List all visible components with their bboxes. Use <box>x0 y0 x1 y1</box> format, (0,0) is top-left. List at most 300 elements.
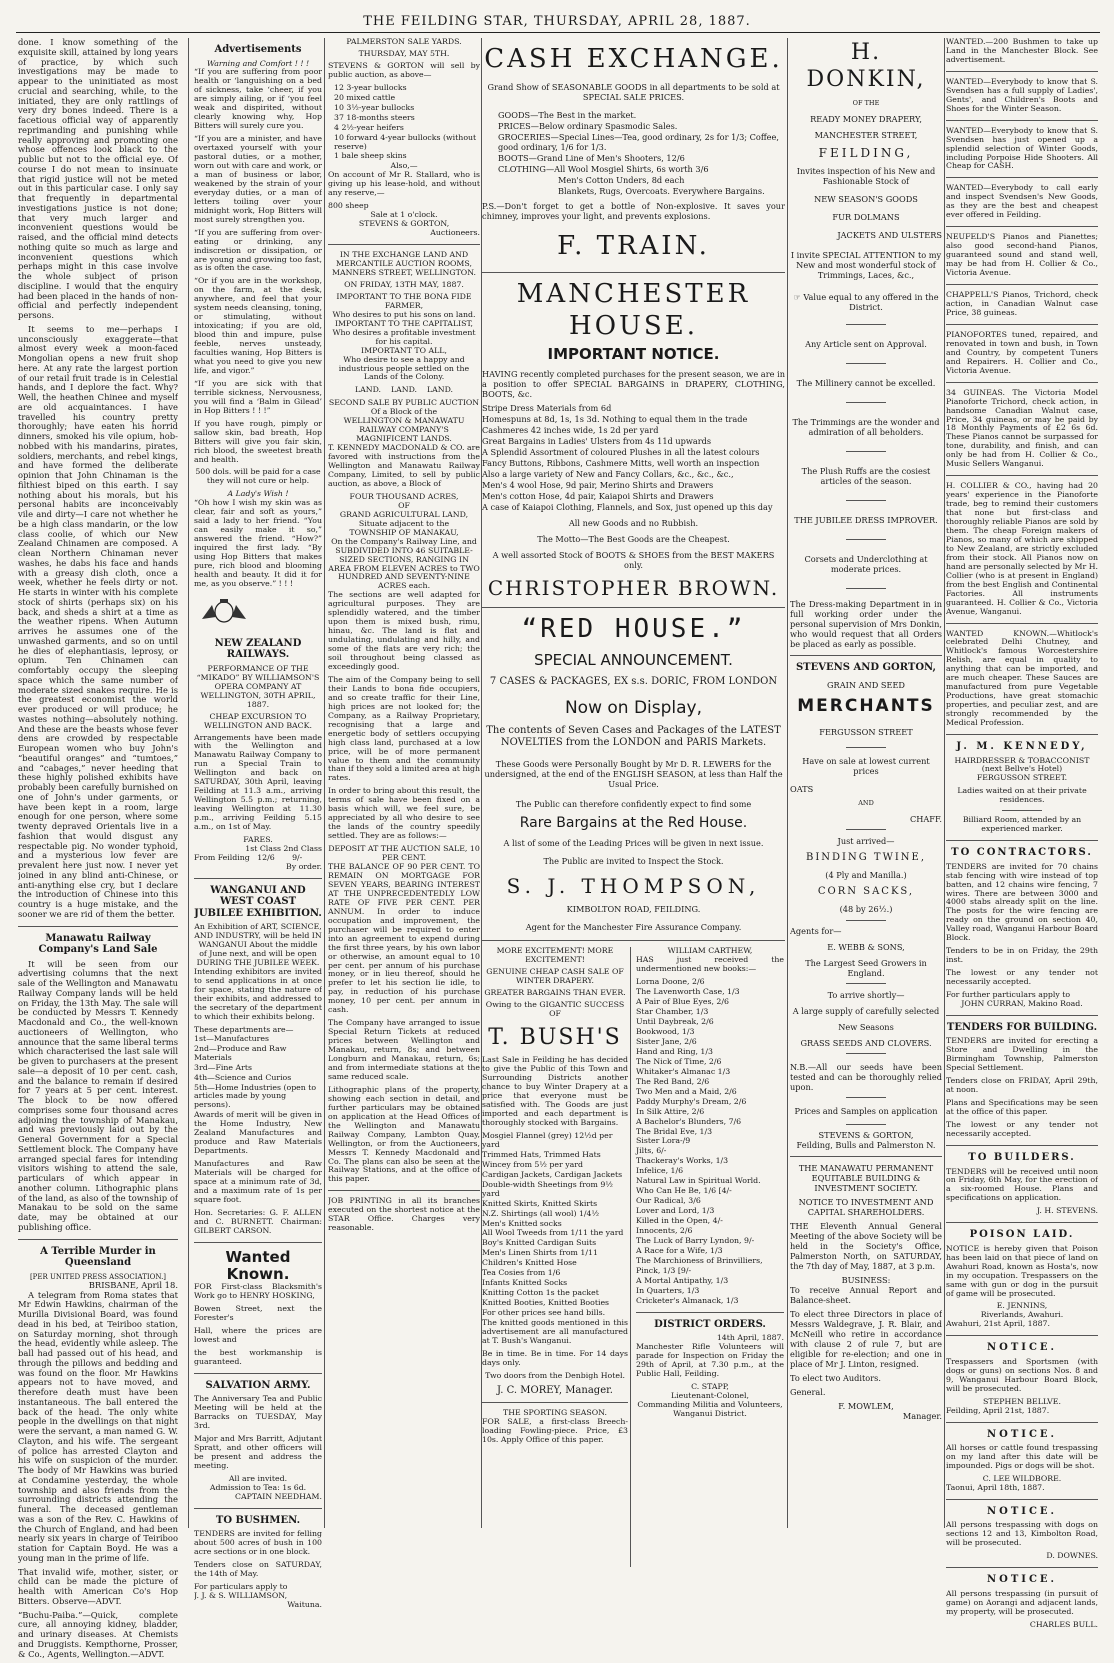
list-item: Boy's Knitted Cardigan Suits <box>482 1238 597 1248</box>
list-item: The Red Band, 2/6 <box>636 1076 710 1086</box>
advert-text: A large supply of carefully selected <box>792 1006 940 1017</box>
list-item: Men's cotton Hose, 4d pair, Kaiapoi Shirts and Drawers <box>482 491 714 502</box>
list-item: All Wool Tweeds from 1/11 the yard <box>482 1228 624 1238</box>
advert-text: KIMBOLTON ROAD, FEILDING. <box>566 904 701 915</box>
signature: CAPTAIN NEEDHAM. <box>235 1491 322 1501</box>
list-item: The Bridal Eve, 1/3 <box>636 1126 713 1136</box>
advert-text: Manufactures and Raw Materials will be charged for space at a minimum rate of 3d, and a maximum rate of 1s per square foot. <box>194 1159 322 1204</box>
list-item: A Pair of Blue Eyes, 2/6 <box>636 997 729 1007</box>
advert-text: FOR First-class Blacksmith's Work go to HENRY HOSKING, <box>194 1282 322 1301</box>
advert-text: I invite SPECIAL ATTENTION to my New and most wonderful stock of Trimmings, Laces, &c., <box>790 250 942 281</box>
list-item: 37 18-months steers <box>334 112 415 122</box>
advert-text: Be in time. Be in time. For 14 days days only. <box>482 1348 628 1367</box>
signature-place: Waituna. <box>287 1600 322 1610</box>
advert-text: Value equal to any offered in the District. <box>803 292 939 313</box>
advert-text: TENDERS are invited for felling about 500 acres of bush in 100 acre sections or in one block. <box>194 1529 322 1557</box>
advert-subheading: IMPORTANT TO THE CAPITALIST, <box>334 318 474 328</box>
advert-text: Two doors from the Denbigh Hotel. <box>485 1370 625 1380</box>
list-item: Mosgiel Flannel (grey) 12½d per yard <box>482 1130 613 1149</box>
advert-subheading: CORN SACKS, <box>817 886 915 898</box>
signature-place: Feilding, Bulls and Palmerston N. <box>796 1140 936 1151</box>
signature: C. STAPP, <box>691 1381 729 1391</box>
advert-title: MANCHESTER HOUSE. <box>516 279 751 342</box>
advert-subheading: WELLINGTON & MANAWATU RAILWAY COMPANY'S MAGNIFICENT LANDS. <box>343 416 465 444</box>
advert-text: The aim of the Company being to sell their Lands to bona fide occupiers, and so create traffic for their Line, high prices are not looked for; the Company, as a Railway Proprietary, recognising that a large and energetic body of settlers occupying high class land, purchased at a low price, will be of more permanent value to them and the community than if they sold a limited area at high rates. <box>328 674 480 783</box>
advert-text: Any Article sent on Approval. <box>805 339 927 350</box>
advert-text: On the Company's Railway Line, and <box>331 536 477 546</box>
advert-text: DEPOSIT AT THE AUCTION SALE, 10 PER CENT. <box>328 844 480 863</box>
list-item: Lorna Doone, 2/6 <box>636 977 705 987</box>
list-item: GROCERIES—Special Lines—Tea, good ordinary, 2s for 1/3; Coffee, good ordinary, 1/6 for 1/3. <box>498 131 779 152</box>
advert-text: AND <box>858 799 874 808</box>
list-item: 1st—Manufactures <box>194 1033 269 1043</box>
advert-heading: NOTICE. <box>986 1574 1058 1586</box>
article-heading: Manawatu Railway Company's Land Sale <box>38 932 158 956</box>
list-item: Great Bargains in Ladies' Ulsters from 4s 11d upwards <box>482 436 712 447</box>
advert-subheading: BINDING TWINE, <box>805 852 927 864</box>
advert-text: Of a Block of the <box>370 407 438 417</box>
advert-text: Situate adjacent to the <box>358 518 450 528</box>
signature: STEVENS & GORTON, <box>818 1130 914 1141</box>
advert-text: For particulars apply to <box>194 1582 288 1592</box>
advert-subheading: Rare Bargains at the Red House. <box>519 814 748 831</box>
advert-text: To elect two Auditors. <box>790 1373 881 1384</box>
advert-text: P.S.—Don't forget to get a bottle of Non-explosive. It saves your chimney, improves your light, and prevents explosions. <box>482 200 785 221</box>
advert-text <box>790 292 942 312</box>
advert-text: The Public are invited to Inspect the Stock. <box>543 855 724 866</box>
list-item: 10 3½-year bullocks <box>334 102 415 112</box>
list-item: Infants Knitted Socks <box>482 1278 568 1288</box>
advert-text: Tenders to be in on Friday, the 29th inst. <box>946 946 1098 965</box>
royal-crest-icon <box>194 597 254 625</box>
classified-ad: H. COLLIER & CO., having had 20 years' experience in the Pianoforte trade, beg to remind their customers that none but first-class and thoroughly reliable Pianos are sold by them. The cheap Foreign makers of Pianos, so many of which are shipped to New Zealand, are strictly excluded from their stock. All Pianos now on hand are personally selected by Mr H. Collier (who is at present in England) from the best English and Continental Factories. All instruments guaranteed. H. Collier & Co., Victoria Avenue, Wanganui. <box>946 481 1098 616</box>
advert-text: The Millinery cannot be excelled. <box>796 378 936 389</box>
advert-heading: NOTICE. <box>986 1342 1058 1354</box>
advert-heading: DISTRICT ORDERS. <box>654 1318 766 1330</box>
advert-date: Feilding, April 21st, 1887. <box>946 1405 1050 1415</box>
advert-text: “If you are a minister, and have overtaxed yourself with your pastoral duties, or a mother, worn out with care and work, or a man of business or labor, weakened by the strain of your everyday duties, or a man of letters toiling over your midnight work, Hop Bitters will most surely strengthen you. <box>194 134 322 224</box>
column-divider <box>944 38 945 1528</box>
classified-ad: WANTED.—200 Bushmen to take up Land in the Manchester Block. See advertisement. <box>946 38 1098 64</box>
advert-heading: TENDERS FOR BUILDING. <box>946 1021 1098 1033</box>
advert-text: Have on sale at lowest current prices <box>802 756 930 777</box>
list-item: 3rd—Fine Arts <box>194 1062 252 1072</box>
advert-text: Agent for the Manchester Fire Assurance Company. <box>525 922 742 933</box>
advert-heading: SALVATION ARMY. <box>205 1379 311 1391</box>
masthead-rule <box>16 32 1100 33</box>
advert-text: Who desire to see a happy and industrious people settled on the Lands of the Colony. <box>338 354 470 382</box>
advert-text: The sections are well adapted for agricultural purposes. They are splendidly watered, and the timber upon them is mixed bush, rimu, hinau, &c. The land is flat and undulating, undulating and hilly, and some of the flats are very rich; the soil throughout being classed as exceedingly good. <box>328 590 480 671</box>
list-item: Trimmed Hats, Trimmed Hats <box>482 1149 601 1159</box>
advert-text: Hon. Secretaries: G. F. ALLEN and C. BURNETT. Chairman: GILBERT CARSON. <box>194 1207 322 1235</box>
list-item: In Silk Attire, 2/6 <box>636 1106 705 1116</box>
list-item: Men's 4 wool Hose, 9d pair, Merino Shirts and Drawers <box>482 480 714 491</box>
advert-text: SUBDIVIDED INTO 46 SUITABLE-SIZED SECTIONS, RANGING IN AREA FROM ELEVEN ACRES to TWO HUNDRED AND SEVENTY-NINE ACRES each. <box>328 545 480 591</box>
advert-subheading: NOTICE TO INVESTMENT AND CAPITAL SHAREHOLDERS. <box>798 1197 934 1218</box>
signature: CHARLES BULL. <box>1029 1619 1098 1629</box>
advert-text: These departments are— <box>194 1024 294 1034</box>
list-item: Pinck, 1/3 [9/- <box>636 1265 692 1275</box>
advert-date: Awahuri, 21st April, 1887. <box>946 1319 1050 1329</box>
advert-subheading: FEILDING, <box>818 145 914 160</box>
signature: E. JENNINS, <box>996 1301 1048 1311</box>
advert-signature: CHRISTOPHER BROWN. <box>487 576 780 601</box>
advert-text: To receive Annual Report and Balance-sheet. <box>790 1285 942 1306</box>
advert-title: A Lady's Wish ! <box>227 489 289 499</box>
list-item: 2nd—Produce and Raw Materials <box>194 1043 287 1062</box>
advert-heading: WANGANUI AND WEST COAST JUBILEE EXHIBITION. <box>194 884 322 919</box>
advert-heading: STEVENS AND GORTON, <box>795 662 937 674</box>
editorial-paragraph: It seems to me—perhaps I unconsciously exaggerate—that almost every week a moon-faced Mongolian opens a new fruit shop here. At any rate the largest portion of our retail fruit trade is in Celestial hands, and I deplore the fact. Why? Well, the heathen Chinee and myself are old acquaintances. I have travelled his country pretty thoroughly; have eaten his horrid dinners, smoked his vile opium, hob-nobbed with his mandarins, pirates, soldiers, merchants, and rebel kings, and have formed the deliberate opinion that John Chinaman is the filthiest biped on this earth. I say nothing about his morals, but his personal habits are inconceivably vile and dirty—I care not whether he be a high class mandarin, or the low class coolie, of which our New Zealand Chinamen are composed. A clean Northern Chinaman never washes, he dabs his face and hands with a greasy dish cloth, once a week, whether he feels dirty or not. He starts in winter with his complete stock of shirts (perhaps six) on his back, and sheds a shirt at a time as the weather ripens. When Autumn arrives he assumes one of the unwashed garments, and so on until he dies of elephantiasis, leprosy, or opium. Ten Chinamen can comfortably occupy the sleeping space which the same number of moderate sized snakes require. He is the greatest economist the world ever produced or will produce; he wastes nothing—absolutely nothing. And these are the beasts whose fever dens are crowded by respectable European women who buy John's “beautiful oranges” and “tumtoes,” and “cabages,” never heeding that these highly polished exhibits have probably been carefully burnished on one of John's under garments, or have been kept in a room, large enough for one person, where some twenty depraved Orientals live in a fashion that would disgust any respectable pig. No wonder typhoid, and a mysterious low fever are prevalent here just now. I never yet joined in any blind anti-Chinese, or anti-anything else cry, but I declare the introduction of Chinese into this country is a huge mistake, and the sooner we are rid of them the better. <box>18 323 178 919</box>
advert-text: HAVING recently completed purchases for the present season, we are in a position to offer SPECIAL BARGAINS in DRAPERY, CLOTHING, BOOTS, &c. <box>482 369 785 400</box>
list-item: Innocents, 2/6 <box>636 1226 693 1236</box>
advert-subheading: THE JUBILEE DRESS IMPROVER. <box>794 515 938 526</box>
list-item: Hand and Ring, 1/3 <box>636 1046 713 1056</box>
list-item: Thackeray's Works, 1/3 <box>636 1156 729 1166</box>
list-item: Fancy Buttons, Ribbons, Cashmere Mitts, well worth an inspection <box>482 458 760 469</box>
signature-role: Manager. <box>902 1411 942 1422</box>
advert-text: All persons trespassing (in pursuit of game) on Aorangi and adjacent lands, my property, will be prosecuted. <box>946 1588 1098 1616</box>
list-item: Children's Knitted Hose <box>482 1258 577 1268</box>
advert-text: Who desires a profitable investment for his capital. <box>332 327 476 346</box>
list-item: Until Daybreak, 2/6 <box>636 1017 714 1027</box>
list-item: Wincey from 5½ per yard <box>482 1159 584 1169</box>
list-item: Knitting Cotton 1s the packet <box>482 1288 599 1298</box>
list-item: Whitaker's Almanac 1/3 <box>636 1066 731 1076</box>
advert-text: Just arrived— <box>837 836 895 847</box>
list-item: Double-width Sheetings from 9½ yard <box>482 1179 613 1198</box>
advert-text: The Company have arranged to issue Special Return Tickets at reduced prices between Wellington and Manakau, return, 8s; and between Longburn and Manakau, return, 6s; and from intermediate stations at the same reduced scale. <box>328 1018 480 1081</box>
advert-text: Prices and Samples on application <box>794 1106 938 1117</box>
list-item: Sister Lora-/9 <box>636 1136 691 1146</box>
advert-text: N.B.—All our seeds have been tested and can be thoroughly relied upon. <box>790 1062 942 1093</box>
column-2 <box>194 38 322 1610</box>
article-text: A telegram from Roma states that Mr Edwin Hawkins, chairman of the Murilla Divisional Board, was found dead in his bed, at Teiriboo station, on Saturday morning, shot through the head, evidently while asleep. The ball had passed out of his head, and through the pillows and bedding and was found on the floor. Mr Hawkins appears not to have moved, and therefore death must have been instantaneous. The ball entered the back of the head. The only white people in the dwellings on that night were the servant, a man named G. W. Clayton, and his wife. The sergeant of police has arrested Clayton and his wife on suspicion of the murder. The body of Mr Hawkins was buried at Condamine yesterday, the whole township and also friends from the surrounding districts attending the funeral. The deceased gentleman was a son of the Rev. C. Hawkins of the Church of England, and had been nearly six years in charge of Teiriboo station for Captain Boyd. He was a young man in the prime of life. <box>18 1289 178 1563</box>
list-item: A Bachelor's Blunders, 7/6 <box>636 1116 742 1126</box>
dateline: BRISBANE, April 18. <box>88 1279 178 1290</box>
advert-subheading: GRAIN AND SEED <box>827 680 905 691</box>
advert-subheading: PERFORMANCE OF THE “MIKADO” BY WILLIAMSON'S OPERA COMPANY AT WELLINGTON, 30TH APRIL, 1887. <box>196 663 320 709</box>
advert-text: All new Goods and no Rubbish. <box>568 518 699 529</box>
fares-title: FARES. <box>243 834 273 844</box>
advert-text: The knitted goods mentioned in this advertisement are all manufactured at T. Bush's Wanganui. <box>482 1318 628 1345</box>
advert-title: CASH EXCHANGE. <box>484 44 783 74</box>
advert-text: THE BALANCE OF 90 PER CENT. TO REMAIN ON MORTGAGE FOR SEVEN YEARS, BEARING INTEREST AT THE UNPRECEDENTEDLY LOW RATE OF FIVE PER CENT. PER ANNUM. In order to induce occupation and improvement, the purchaser will be required to enter into an agreement to expend during the first three years, by his own labor or otherwise, an amount equal to 10 per cent. per annum of his purchase money, or in lieu thereof, should he prefer to let his section lie idle, to pay, in reduction of his purchase money, 10 per cent. per annum in cash. <box>328 862 480 1015</box>
signature-place: Riverlands, Awahuri. <box>980 1310 1064 1320</box>
advert-title: T. BUSH'S <box>488 1025 622 1051</box>
advert-text: T. KENNEDY MACDONALD & CO. are favored with instructions from the Wellington and Manawatu Railway Company, Limited, to sell by public auction, as above, a Block of <box>328 443 480 488</box>
advert-text: “Buchu-Paiba.”—Quick, complete cure, all annoying kidney, bladder, and urinary diseases. At Chemists and Druggists. Kempthorne, Prosser, & Co., Agents, Wellington.—ADVT. <box>18 1609 178 1659</box>
advert-subheading: CHEAP EXCURSION TO WELLINGTON AND BACK. <box>204 711 312 730</box>
advert-text: In order to bring about this result, the terms of sale have been fixed on a basis which will, we feel sure, be appreciated by all who desire to see the lands of the country speedily settled. They are as follows:— <box>328 786 480 841</box>
advert-heading: POISON LAID. <box>969 1229 1075 1241</box>
advert-text: To elect three Directors in place of Messrs Waldegrave, J. R. Blair, and McNeill who retire in accordance with clause 2 of rule 7, but are eligible for re-election; and one in place of Mr J. Linton, resigned. <box>790 1309 942 1370</box>
list-item: PRICES—Below ordinary Spasmodic Sales. <box>498 120 678 131</box>
list-item: For other prices see hand bills. <box>482 1308 606 1318</box>
signature: F. MOWLEM, <box>838 1401 894 1412</box>
column-5 <box>790 38 942 1421</box>
advert-heading: THE MANAWATU PERMANENT EQUITABLE BUILDING & INVESTMENT SOCIETY. <box>798 1163 934 1194</box>
advert-heading: Wanted Known. <box>225 1247 291 1283</box>
advert-text: Arrangements have been made with the Wellington and Manawatu Railway Company to run a Special Train to Wellington and back on SATURDAY, 30th April, leaving Feilding at 11.3 a.m., arriving Wellington 5.5 p.m.; returning, leaving Wellington at 11.30 p.m., arriving Feilding 5.15 a.m., on 1st of May. <box>194 732 322 832</box>
list-item: A Mortal Antipathy, 1/3 <box>636 1275 729 1285</box>
advert-text: New Seasons <box>838 1022 894 1033</box>
advert-text: The Largest Seed Growers in England. <box>805 958 927 979</box>
advert-subheading: IMPORTANT TO THE BONA FIDE FARMER, <box>336 291 472 310</box>
advert-text: Bowen Street, next the Forester's <box>194 1304 322 1323</box>
advert-text: The Dress-making Department in in full working order under the personal supervision of Mrs Donkin, who would request that all Orders be placed as early as possible. <box>790 599 942 650</box>
advert-text: Intending exhibitors are invited to send applications in at once for space, stating the nature of their exhibits, and addressed to the secretary of the department to which their exhibits belong. <box>194 967 322 1021</box>
classified-ad: WANTED KNOWN.—Whitlock's celebrated Delhi Chutney, and Whitlock's famous Worcestershire Relish, are equal in quality to anything that can be imported, and are much cheaper. These Sauces are manufactured from pure Vegetable Productions, have great stomachic properties, and peculiar zest, and are strongly recommended by the Medical Profession. <box>946 628 1098 728</box>
list-item: Sister Jane, 2/6 <box>636 1036 697 1046</box>
advert-text: OF <box>398 500 410 510</box>
advert-signature: F. TRAIN. <box>557 230 710 261</box>
list-item: Cardigan Jackets, Cardigan Jackets <box>482 1169 623 1179</box>
advert-text: The Trimmings are the wonder and admiration of all beholders. <box>792 417 940 438</box>
advert-text: Sale at 1 o'clock. <box>370 210 438 220</box>
advert-text: All are invited. <box>228 1474 288 1483</box>
advert-text: Manchester Rifle Volunteers will parade for Inspection on Friday the 29th of April, at 7.30 p.m., at the Public Hall, Feilding. <box>636 1342 784 1378</box>
classified-ad: WANTED—Everybody to know that S. Svendsen has just opened up a splendid selection of Winter Goods, including Porpoise Hide Shooters. All Cheap for CASH. <box>946 125 1098 171</box>
list-item: GOODS—The Best in the market. <box>498 109 637 120</box>
advert-text: The lowest or any tender not necessarily accepted. <box>946 968 1098 987</box>
advert-subheading: Now on Display, <box>564 697 703 718</box>
list-item: 12 3-year bullocks <box>334 82 407 92</box>
advert-text: TENDERS will be received until noon on Friday, 6th May, for the erection of a six-roomed House. Plans and specifications on application. <box>946 1166 1098 1203</box>
advert-subheading: GENUINE CHEAP CASH SALE OF WINTER DRAPERY. <box>486 967 624 986</box>
signature: D. DOWNES. <box>1046 1551 1098 1561</box>
advert-text: Admission to Tea: 1s 6d. <box>209 1482 307 1492</box>
advert-text: Owing to the GIGANTIC SUCCESS OF <box>485 1000 625 1019</box>
fares-header: 1st Class 2nd Class <box>245 843 322 853</box>
advert-heading: NEW ZEALAND RAILWAYS. <box>214 637 302 661</box>
advert-heading: THE SPORTING SEASON. <box>503 1408 607 1418</box>
masthead: THE FEILDING STAR, THURSDAY, APRIL 28, 1887. <box>363 14 751 29</box>
press-credit: [PER UNITED PRESS ASSOCIATION.] <box>29 1272 167 1281</box>
advert-subheading: NEW SEASON'S GOODS <box>814 194 918 205</box>
list-item: A Race for a Wife, 1/3 <box>636 1245 723 1255</box>
advert-text: the best workmanship is guaranteed. <box>194 1347 322 1366</box>
advert-text: FERGUSSON STREET <box>819 727 913 738</box>
list-item: A Splendid Assortment of coloured Plushes in all the latest colours <box>482 447 760 458</box>
list-item: The Lavenworth Case, 1/3 <box>636 987 740 997</box>
advert-heading: IN THE EXCHANGE LAND AND MERCANTILE AUCTION ROOMS, <box>336 250 472 269</box>
advert-text: TENDERS are invited for erecting a Store and Dwelling in the Birmingham Township, Palmerston Special Settlement. <box>946 1036 1098 1073</box>
bush-advert <box>482 947 628 1449</box>
advert-subheading: GREATER BARGAINS THAN EVER. <box>484 988 626 998</box>
advert-subheading: SPECIAL ANNOUNCEMENT. <box>534 651 733 670</box>
advert-date: 14th April, 1887. <box>716 1333 784 1343</box>
advert-subheading: IMPORTANT TO ALL, <box>361 345 447 355</box>
advert-text: Invites inspection of his New and Fashionable Stock of <box>796 166 936 187</box>
advert-text: TENDERS are invited for 70 chains stab fencing with wire instead of top batten, and 12 chains wire fencing, 7 wires. There are between 3000 and 4000 stabs already split on the line. The posts for the wire fencing are ready on the ground on section 40, Valley road, Wanganui Harbour Board Block. <box>946 861 1098 943</box>
advert-title: MERCHANTS <box>797 696 935 717</box>
column-1 <box>18 38 178 1663</box>
advert-text: A list of some of the Leading Prices will be given in next issue. <box>503 837 764 848</box>
advert-text: STEVENS & GORTON will sell by public auction, as above— <box>328 60 480 79</box>
advert-text: The Plush Ruffs are the cosiest articles of the season. <box>801 466 931 487</box>
advert-text: 500 dols. will be paid for a case they will not cure or help. <box>195 467 321 486</box>
advert-text: These Goods were Personally Bought by Mr D. R. LEWERS for the undersigned, at the end of the ENGLISH SEASON, at less than Half the Usual Price. <box>484 758 783 789</box>
list-item: Killed in the Open, 4/- <box>636 1216 723 1226</box>
advert-text: The lowest or any tender not necessarily accepted. <box>946 1120 1098 1139</box>
list-item: Homespuns at 8d, 1s, 1s 3d. Nothing to equal them in the trade <box>482 414 748 425</box>
advert-heading: NOTICE. <box>986 1428 1058 1440</box>
advert-text: Ladies waited on at their private residences. <box>957 786 1087 805</box>
signature: C. LEE WILDBORE. <box>982 1473 1062 1483</box>
advert-text: FOR SALE, a first-class Breech-loading Fowling-piece. Price, £3 10s. Apply Office of this paper. <box>482 1417 628 1445</box>
advert-subheading: E. WEBB & SONS, <box>827 942 905 953</box>
advert-text: “Oh how I wish my skin was as clear, fair and soft as yours,” said a lady to her friend. “You can easily make it so,” answered the friend. “How?” inquired the first lady. “By using Hop Bitters that makes pure, rich blood and blooming health and beauty. It did it for me, as you observe.” ! ! ! <box>194 498 322 588</box>
column-divider <box>324 38 325 1528</box>
advert-text: Billiard Room, attended by an experienced marker. <box>962 815 1082 834</box>
column-4 <box>482 38 785 1567</box>
signature-role: Auctioneers. <box>430 228 480 238</box>
advert-text: “If you are suffering from over-eating or drinking, any indiscretion or dissipation, or are young and growing too fast, as is often the case. <box>194 227 322 273</box>
advert-subheading: An Exhibition of ART, SCIENCE, AND INDUSTRY, will be held IN WANGANUI About the middle of June next, and will be open DURING THE JUBILEE WEEK. <box>194 922 322 968</box>
carthew-advert <box>636 947 784 1418</box>
advert-subheading: IMPORTANT NOTICE. <box>547 344 720 363</box>
advert-heading: PALMERSTON SALE YARDS. <box>346 38 462 46</box>
advert-text: A well assorted Stock of BOOTS & SHOES from the BEST MAKERS only. <box>492 550 775 571</box>
advert-text: The Public can therefore confidently expect to find some <box>515 798 752 809</box>
list-item: Also a large variety of New and Fancy Collars, &c., &c., &c., <box>482 469 734 480</box>
list-item: Lover and Lord, 1/3 <box>636 1206 715 1216</box>
advert-heading: WILLIAM CARTHEW, <box>667 946 753 956</box>
list-item: The Luck of Barry Lyndon, 9/- <box>636 1235 755 1245</box>
advert-subheading: GRASS SEEDS AND CLOVERS. <box>800 1038 932 1049</box>
advert-date: THURSDAY, MAY 5TH. <box>358 48 450 58</box>
advert-heading: TO BUSHMEN. <box>215 1514 301 1526</box>
signature-role: Lieutenant-Colonel, <box>671 1390 749 1400</box>
advert-text: “If you are sick with that terrible sickness, Nervousness, you will find a ‘Balm in Gilead’ in Hop Bitters ! ! !” <box>194 378 322 415</box>
list-item: Men's Knitted socks <box>482 1218 562 1228</box>
list-item: Star Chamber, 1/3 <box>636 1007 709 1017</box>
list-item: Men's Linen Shirts from 1/11 <box>482 1248 598 1258</box>
list-item: Natural Law in Spiritual World. <box>636 1176 761 1186</box>
advert-text: (4 Ply and Manilla.) <box>825 870 907 881</box>
advert-text: The Anniversary Tea and Public Meeting will be held at the Barracks on TUESDAY, May 3rd. <box>194 1394 322 1431</box>
list-item: Knitted Skirts, Knitted Skirts <box>482 1198 598 1208</box>
advert-subheading: OATS <box>790 784 814 795</box>
classified-ad: WANTED—Everybody to know that S. Svendsen has a full supply of Ladies', Gents', and Children's Boots and Shoes for the Winter Season. <box>946 76 1098 113</box>
advert-text: OF THE <box>852 98 880 107</box>
advert-title: “RED HOUSE.” <box>521 613 746 644</box>
advert-text: Who desires to put his sons on land. <box>332 309 476 319</box>
list-item: Cashmeres 42 inches wide, 1s 2d per yard <box>482 425 659 436</box>
advert-subheading: FUR DOLMANS <box>832 212 900 223</box>
classified-ad: WANTED—Everybody to call early and inspect Svendsen's New Goods, as they are the best and cheapest ever offered in Feilding. <box>946 183 1098 220</box>
advert-subheading: LAND. LAND. LAND. <box>354 385 454 395</box>
article-text: It will be seen from our advertising columns that the next sale of the Wellington and Manawatu Railway Company lands will be held on Friday, the 13th May. The sale will be conducted by Messrs T. Kennedy Macdonald and Co., the well-known auctioneers of Wellington, who announce that the same liberal terms which characterised the last sale will be given to purchasers at the present sale—a deposit of 10 per cent. cash, and the balance to remain if desired for 7 years at 5 per cent. interest. The block to be now offered comprises some four thousand acres adjoining the township of Manakau, and was previously laid out by the General Government for a Special Settlement block. The Company have arranged special fares for intending visitors wishing to attend the sale, particulars of which appear in another column. Lithographic plans of the land, as also of the township of Manakau to be sold on the same date, may be obtained at our publishing office. <box>18 958 178 1232</box>
fares-row: From Feilding 12/6 9/- <box>194 852 303 862</box>
list-item: The Marchioness of Brinvilliers, <box>636 1255 763 1265</box>
advert-text: General. <box>790 1387 826 1398</box>
list-item: N.Z. Shirtings (all wool) 1/4½ <box>482 1208 600 1218</box>
advert-text: BUSINESS: <box>841 1275 891 1286</box>
signature: JOHN CURRAN, Makino Road. <box>961 999 1083 1009</box>
advert-heading: TO BUILDERS. <box>968 1152 1076 1163</box>
advert-heading: J. M. KENNEDY, <box>956 741 1088 752</box>
list-item: 20 mixed cattle <box>334 92 396 102</box>
advert-text: To arrive shortly— <box>827 990 905 1001</box>
advert-signature: S. J. THOMPSON, <box>506 873 761 898</box>
classified-ad: NEUFELD'S Pianos and Pianettes; also good second-hand Pianos, guaranteed sound and stand well, may be had from H. Collier & Co., Victoria Avenue. <box>946 232 1098 278</box>
advert-text: THE Eleventh Annual General Meeting of the above Society will be held in the Society's Office, Palmerston North, on SATURDAY, the 7th day of May, 1887, at 3 p.m. <box>790 1221 942 1272</box>
column-divider <box>188 38 189 1528</box>
advert-text: Agents for— <box>790 926 842 937</box>
advert-text: Last Sale in Feilding he has decided to give the Public of this Town and Surrounding Districts another chance to buy Winter Drapery at a price that everyone must be satisfied with. The Goods are just imported and each department is thoroughly stocked with Bargains. <box>482 1055 628 1127</box>
signature: J. J. & S. WILLIAMSON, <box>194 1591 288 1601</box>
list-item: Infelice, 1/6 <box>636 1166 684 1176</box>
classified-ad: CHAPPELL'S Pianos, Trichord, check action, in Canadian Walnut case Price, 38 guineas. <box>946 290 1098 317</box>
advert-title: H. DONKIN, <box>806 40 926 92</box>
advert-text: MANNERS STREET, WELLINGTON. <box>331 267 477 277</box>
list-item: 1 bale sheep skins <box>334 151 407 161</box>
list-item: Stripe Dress Materials from 6d <box>482 403 612 414</box>
advert-text: MANCHESTER STREET, <box>814 129 918 140</box>
advert-text: On account of Mr R. Stallard, who is giving up his lease-hold, and without any reserve,— <box>328 170 480 198</box>
lower-adverts <box>482 947 785 1567</box>
advert-subheading: Grand Show of SEASONABLE GOODS in all departments to be sold at SPECIAL SALE PRICES. <box>487 81 780 102</box>
advert-text: The Motto—The Best Goods are the Cheapest. <box>537 534 730 545</box>
advert-text: Also,— <box>390 161 418 171</box>
classified-ad: PIANOFORTES tuned, repaired, and renovated in town and bush, in Town and Country, by competent Tuners and Repairers. H. Collier and Co., Victoria Avenue. <box>946 329 1098 375</box>
advert-text: Tenders close on SATURDAY, the 14th of May. <box>194 1560 322 1579</box>
list-item: BOOTS—Grand Line of Men's Shooters, 12/6 <box>498 152 685 163</box>
advert-subheading: SECOND SALE BY PUBLIC AUCTION <box>328 398 480 408</box>
column-6 <box>946 38 1098 1629</box>
list-item: Blankets, Rugs, Overcoats. Everywhere Bargains. <box>558 185 765 196</box>
column-divider <box>630 947 631 1567</box>
list-item: Cricketer's Almanack, 1/3 <box>636 1295 739 1305</box>
signature: J. H. STEVENS. <box>1036 1206 1098 1216</box>
list-item: 4 2½-year heifers <box>334 122 404 132</box>
advert-text: 7 CASES & PACKAGES, EX s.s. DORIC, FROM LONDON <box>489 675 778 687</box>
signature: STEVENS & GORTON, <box>358 219 450 229</box>
column-3 <box>328 38 480 1237</box>
advert-text: All horses or cattle found trespassing on my land after this date will be impounded. Pigs or dogs will be shot. <box>946 1443 1098 1470</box>
advert-heading: NOTICE. <box>986 1505 1058 1517</box>
list-item: Who Can He Be, 1/6 [4/- <box>636 1186 732 1196</box>
list-item: A case of Kaiapoi Clothing, Flannels, and Sox, just opened up this day <box>482 502 773 513</box>
classified-ad: 34 GUINEAS. The Victoria Model Pianoforte Trichord, check action, in handsome Canadian Walnut case, Price, 34 guineas, or may be paid by 18 Monthly Payments of £2 6s 6d. These Pianos cannot be surpassed for tone, durability, and finish, and can only be had from H. Collier & Co., Music Sellers Wanganui. <box>946 387 1098 469</box>
advert-text: JOB PRINTING in all its branches executed on the shortest notice at the STAR Office. Charges very reasonable. <box>328 1196 480 1233</box>
advert-subheading: HAIRDRESSER & TOBACCONIST <box>954 755 1090 765</box>
advert-text: (next Bellve's Hotel) <box>981 764 1063 774</box>
list-item: Paddy Murphy's Dream, 2/6 <box>636 1096 747 1106</box>
list-item: 4th—Science and Curios <box>194 1072 292 1082</box>
advert-text: Awards of merit will be given in the Home Industry, New Zealand Manufactures and produce and Raw Materials Departments. <box>194 1110 322 1156</box>
advert-title: Warning and Comfort ! ! ! <box>206 58 310 68</box>
advert-text: Hall, where the prices are lowest and <box>194 1326 322 1345</box>
advert-text: Lithographic plans of the property, showing each section in detail, and further particulars may be obtained on application at the Head Offices of the Wellington and Manawatu Railway Company, Lambton Quay, Wellington, or from the Auctioneers, Messrs T. Kennedy Macdonald and Co. The plans can also be seen at the Railway Stations, and at the office of this paper. <box>328 1084 480 1184</box>
advert-text: The contents of Seven Cases and Packages of the LATEST NOVELTIES from the LONDON and PARIS Markets. <box>486 724 781 748</box>
list-item: Two Men and a Maid, 2/6 <box>636 1086 737 1096</box>
advert-text: FERGUSSON STREET. <box>976 773 1068 783</box>
advert-text: Trespassers and Sportsmen (with dogs or guns) on sections Nos. 8 and 9, Wanganui Harbour Board Block, will be prosecuted. <box>946 1356 1098 1393</box>
advert-text: (48 by 26½.) <box>839 904 893 915</box>
advert-subheading: TOWNSHIP OF MANAKAU, <box>349 527 459 537</box>
advert-signature: J. C. MOREY, Manager. <box>497 1384 613 1396</box>
advert-text: Plans and Specifications may be seen at the office of this paper. <box>946 1098 1098 1117</box>
signature: By order. <box>286 861 322 871</box>
list-item: Men's Cotton Unders, 8d each <box>558 174 685 185</box>
advert-text: HAS just received the undermentioned new books:— <box>636 955 784 974</box>
advert-subheading: FOUR THOUSAND ACRES, <box>349 491 459 501</box>
advert-text: If you have rough, pimply or sallow skin, bad breath, Hop Bitters will give you fair skin, rich blood, the sweetest breath and health. <box>194 418 322 464</box>
advert-subheading: READY MONEY DRAPERY, <box>810 113 922 124</box>
